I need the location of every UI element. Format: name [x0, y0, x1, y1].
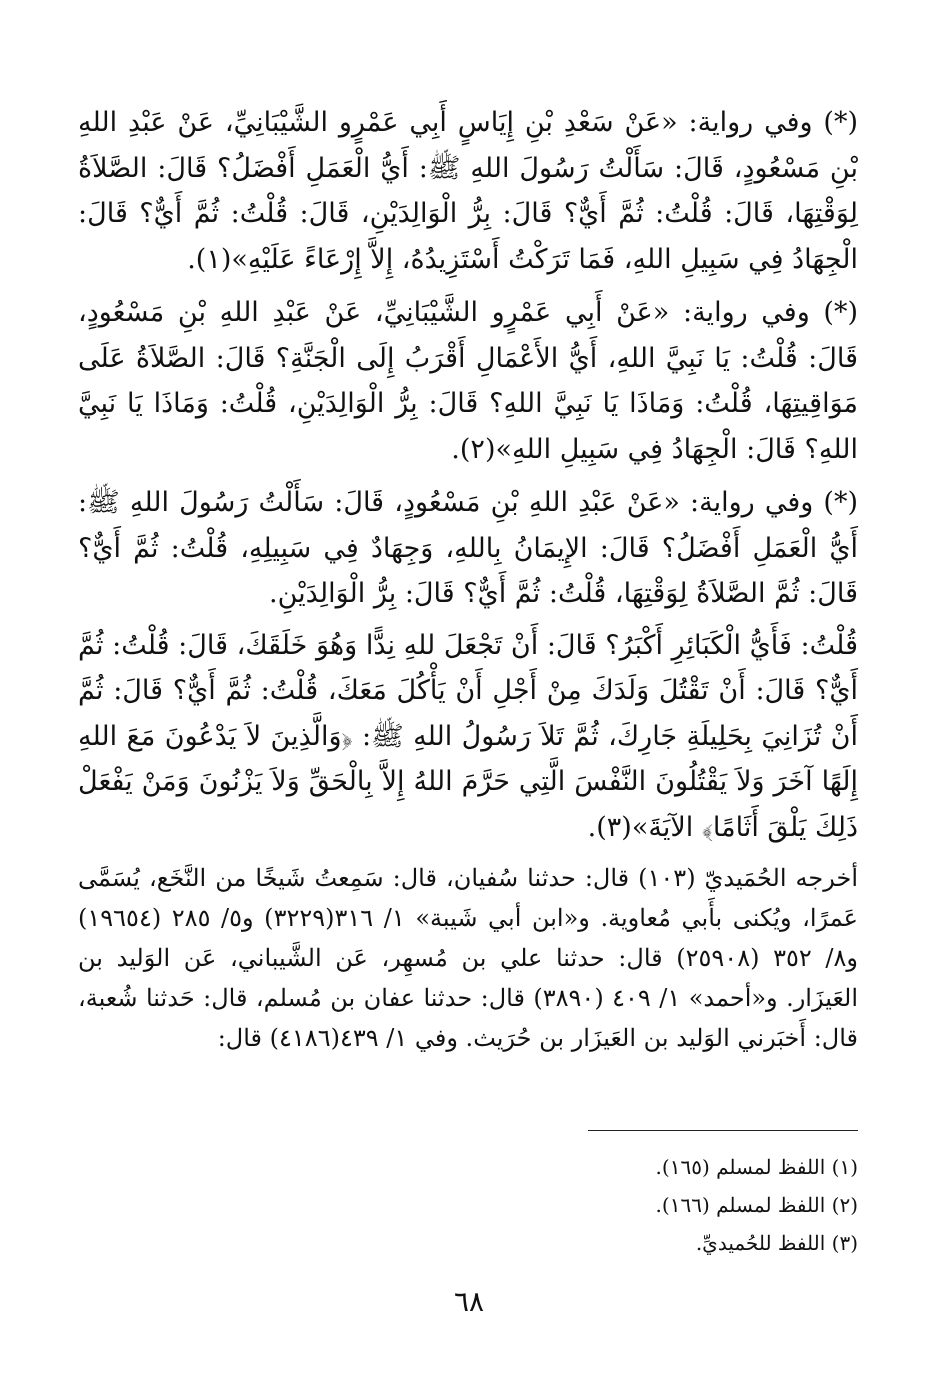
main-text — [78, 100, 858, 1058]
footnote-1: (١) اللفظ لمسلم (١٦٥). — [655, 1155, 858, 1179]
footnotes — [358, 1148, 858, 1262]
sources-paragraph: أخرجه الحُمَيديّ (١٠٣) قال: حدثنا سُفيان، قال: سَمِعتُ شَيخًا من النَّخَع، يُسَمَّى عَمرًا، ويُكنى بأَبي مُعاوية. و«ابن أبي شَيبة» ١/ ٣١٦(٣٢٢٩) و٥/ ٢٨٥ (١٩٦٥٤) و٨/ ٣٥٢ (٢٥٩٠٨) قال: حدثنا علي بن مُسهِر، عَن الشَّيباني، عَن الوَليد بن العَيزَار. و«أحمد» ١/ ٤٠٩ (٣٨٩٠) قال: حدثنا عفان بن مُسلم، قال: حَدثنا شُعبة، قال: أَخبَرني الوَليد بن العَيزَار بن حُرَيث. وفي ١/ ٤٣٩(٤١٨٦) قال: — [78, 864, 859, 1052]
hadith-paragraph-3: (*) وفي رواية: «عَنْ عَبْدِ اللهِ بْنِ مَسْعُودٍ، قَالَ: سَأَلْتُ رَسُولَ اللهِ ﷺ: أَيُّ الْعَمَلِ أَفْضَلُ؟ قَالَ: الإِيمَانُ بِاللهِ، وَجِهَادٌ فِي سَبِيلِهِ، قُلْتُ: ثُمَّ أَيٌّ؟ قَالَ: ثُمَّ الصَّلاَةُ لِوَقْتِهَا، قُلْتُ: ثُمَّ أَيٌّ؟ قَالَ: بِرُّ الْوَالِدَيْنِ. — [78, 487, 858, 609]
footnote-2: (٢) اللفظ لمسلم (١٦٦). — [655, 1193, 858, 1217]
page-number: ٦٨ — [453, 1285, 485, 1318]
hadith-paragraph-4: قُلْتُ: فَأَيُّ الْكَبَائِرِ أَكْبَرُ؟ قَالَ: أَنْ تَجْعَلَ للهِ نِدًّا وَهُوَ خَلَقَكَ، قَالَ: قُلْتُ: ثُمَّ أَيٌّ؟ قَالَ: أَنْ تَقْتُلَ وَلَدَكَ مِنْ أَجْلِ أَنْ يَأْكُلَ مَعَكَ، قُلْتُ: ثُمَّ أَيٌّ؟ قَالَ: ثُمَّ أَنْ تُزَانِيَ بِحَلِيلَةِ جَارِكَ، ثُمَّ تَلاَ رَسُولُ اللهِ ﷺ: ﴿وَالَّذِينَ لاَ يَدْعُونَ مَعَ اللهِ إِلَهًا آخَرَ وَلاَ يَقْتُلُونَ النَّفْسَ الَّتِي حَرَّمَ اللهُ إِلاَّ بِالْحَقِّ وَلاَ يَزْنُونَ وَمَنْ يَفْعَلْ ذَلِكَ يَلْقَ أَثَامًا﴾ الآيَةَ»(٣). — [78, 629, 858, 843]
footnote-divider — [588, 1130, 858, 1131]
hadith-paragraph-1: (*) وفي رواية: «عَنْ سَعْدِ بْنِ إِيَاسٍ أَبِي عَمْرٍو الشَّيْبَانِيِّ، عَنْ عَبْدِ اللهِ بْنِ مَسْعُودٍ، قَالَ: سَأَلْتُ رَسُولَ اللهِ ﷺ: أَيُّ الْعَمَلِ أَفْضَلُ؟ قَالَ: الصَّلاَةُ لِوَقْتِهَا، قَالَ: قُلْتُ: ثُمَّ أَيٌّ؟ قَالَ: بِرُّ الْوَالِدَيْنِ، قَالَ: قُلْتُ: ثُمَّ أَيٌّ؟ قَالَ: الْجِهَادُ فِي سَبِيلِ اللهِ، فَمَا تَرَكْتُ أَسْتَزِيدُهُ، إِلاَّ إِرْعَاءً عَلَيْهِ»(١). — [78, 107, 858, 275]
hadith-paragraph-2: (*) وفي رواية: «عَنْ أَبِي عَمْرٍو الشَّيْبَانِيِّ، عَنْ عَبْدِ اللهِ بْنِ مَسْعُودٍ، قَالَ: قُلْتُ: يَا نَبِيَّ اللهِ، أَيُّ الأَعْمَالِ أَقْرَبُ إِلَى الْجَنَّةِ؟ قَالَ: الصَّلاَةُ عَلَى مَوَاقِيتِهَا، قُلْتُ: وَمَاذَا يَا نَبِيَّ اللهِ؟ قَالَ: بِرُّ الْوَالِدَيْنِ، قُلْتُ: وَمَاذَا يَا نَبِيَّ اللهِ؟ قَالَ: الْجِهَادُ فِي سَبِيلِ اللهِ»(٢). — [78, 297, 858, 465]
footnote-3: (٣) اللفظ للحُميديِّ. — [695, 1231, 858, 1255]
